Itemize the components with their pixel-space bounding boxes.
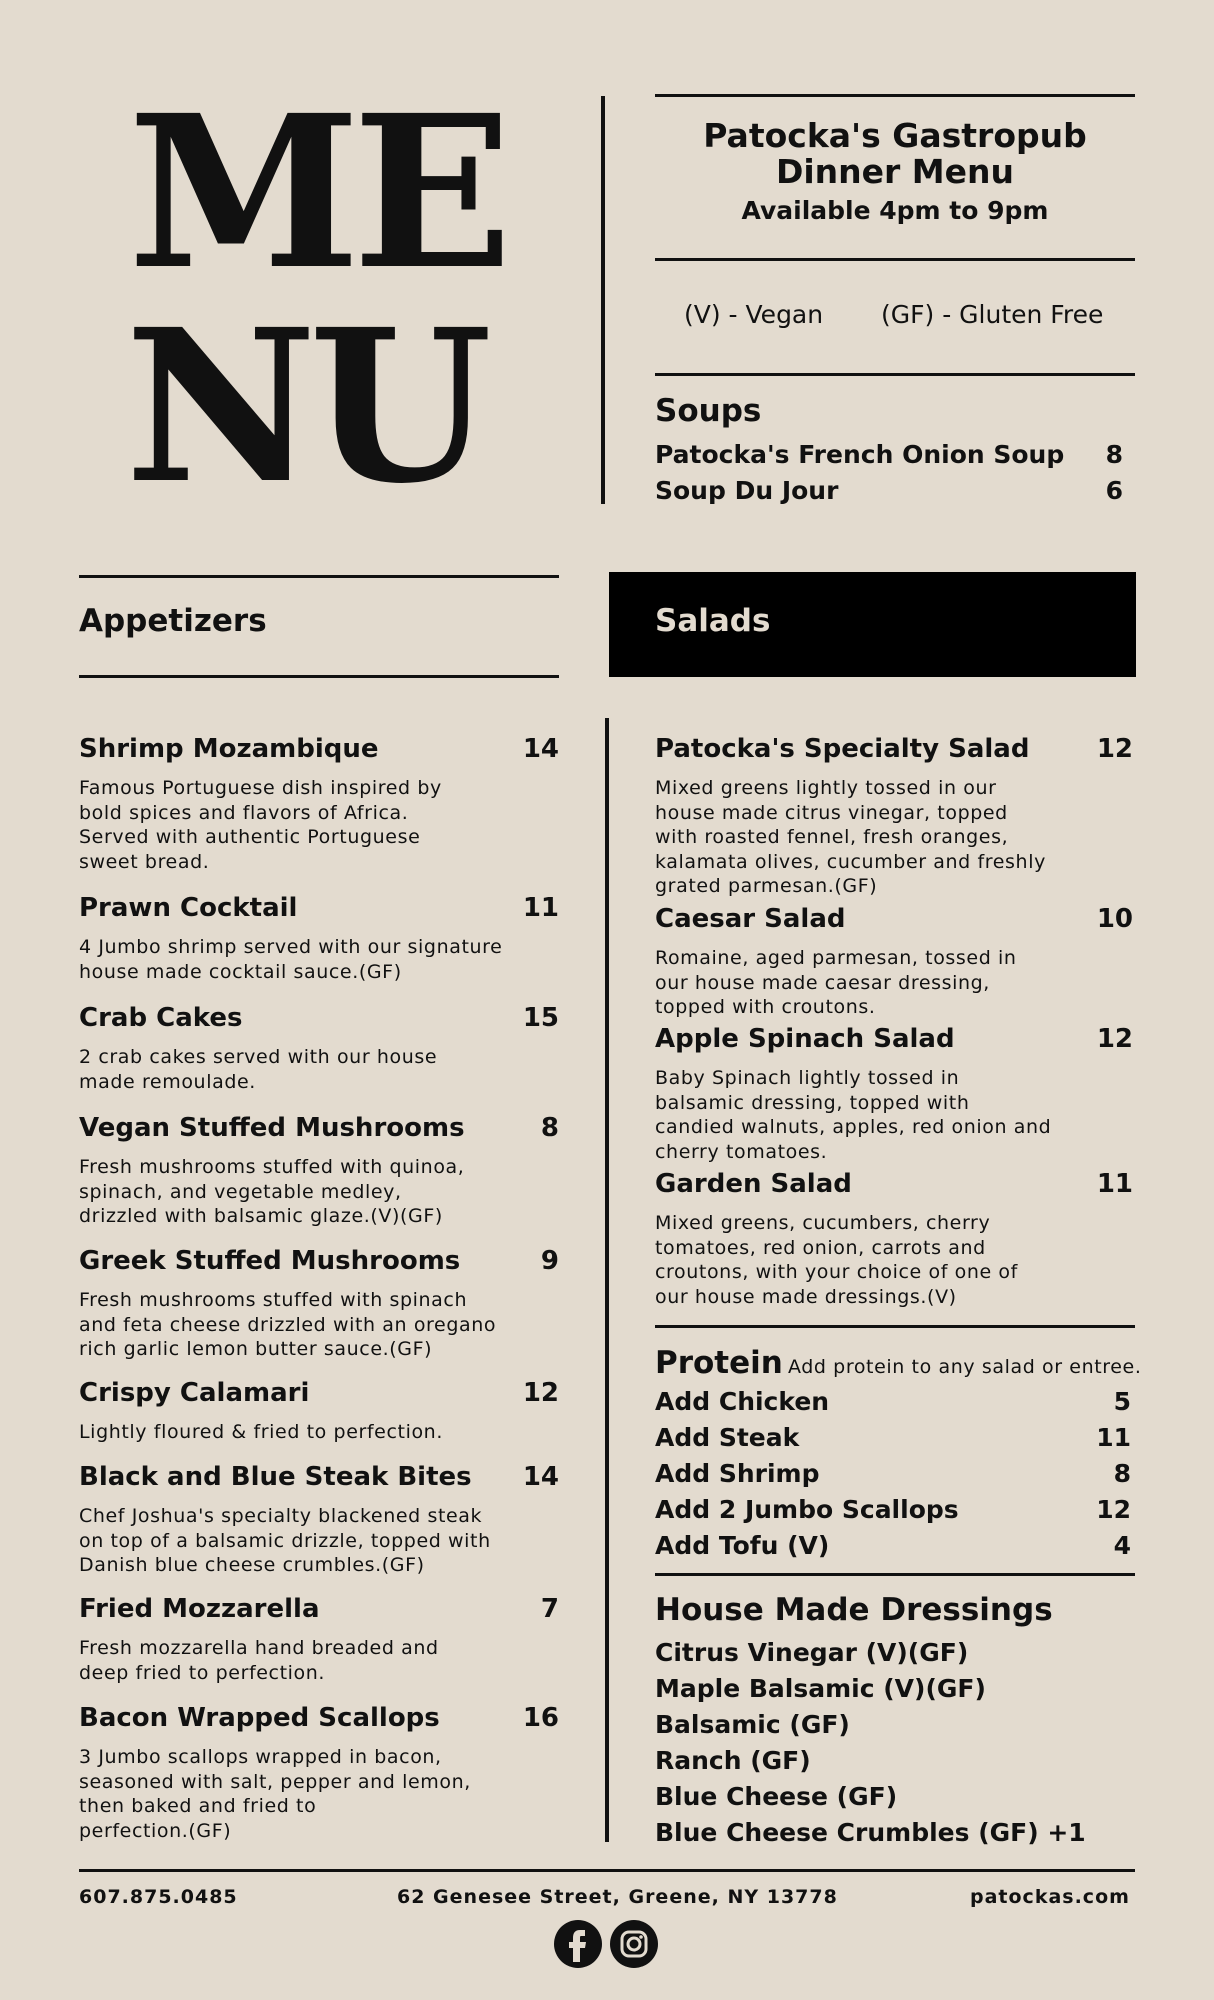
item-description-line: Lightly floured & fried to perfection. (79, 1421, 443, 1443)
protein-item (655, 1423, 1131, 1452)
item-name: Crab Cakes (79, 1003, 243, 1033)
menu-item-row (79, 1703, 559, 1733)
dressing-item: Blue Cheese (GF) (655, 1782, 898, 1811)
divider (79, 575, 559, 578)
divider (655, 373, 1135, 376)
item-price: 12 (1096, 734, 1133, 764)
item-price: 5 (1113, 1387, 1131, 1416)
dressings-title: House Made Dressings (655, 1592, 1053, 1628)
footer-address: 62 Genesee Street, Greene, NY 13778 (397, 1886, 838, 1908)
item-description (79, 1288, 496, 1362)
item-description-line: Fresh mozzarella hand breaded and (79, 1637, 439, 1659)
menu-item-row (79, 1378, 559, 1408)
item-name: Prawn Cocktail (79, 893, 298, 923)
item-price: 8 (1113, 1459, 1131, 1488)
item-description (655, 946, 1017, 1020)
menu-item-row (79, 1246, 559, 1276)
item-description-line: kalamata olives, cucumber and freshly (655, 850, 1046, 873)
item-description (79, 1636, 439, 1685)
item-name: Add Shrimp (655, 1459, 820, 1488)
item-description-line: and feta cheese drizzled with an oregano (79, 1313, 497, 1336)
facebook-icon[interactable] (554, 1920, 602, 1968)
item-description-line: Famous Portuguese dish inspired by (79, 777, 442, 799)
item-description-line: candied walnuts, apples, red onion and (655, 1116, 1052, 1138)
item-description (655, 1066, 1051, 1164)
item-description-line: tomatoes, red onion, carrots and (655, 1236, 986, 1259)
item-price: 7 (540, 1594, 559, 1624)
item-description-line: our house made dressings.(V) (655, 1285, 957, 1308)
menu-item-row (655, 1024, 1133, 1054)
item-price: 11 (1096, 1423, 1131, 1452)
item-description-line: cherry tomatoes. (655, 1140, 828, 1163)
item-description (79, 935, 502, 984)
protein-note: Add protein to any salad or entree. (787, 1356, 1142, 1378)
item-name: Shrimp Mozambique (79, 734, 379, 764)
item-description-line: Mixed greens lightly tossed in our (655, 777, 997, 799)
instagram-icon[interactable] (610, 1920, 658, 1968)
item-name: Greek Stuffed Mushrooms (79, 1246, 461, 1276)
item-price: 14 (522, 734, 559, 764)
divider (79, 675, 559, 678)
item-description-line: spinach, and vegetable medley, (79, 1180, 402, 1203)
item-price: 12 (522, 1378, 559, 1408)
item-description-line: house made cocktail sauce.(GF) (79, 960, 402, 983)
protein-title: Protein (655, 1345, 783, 1381)
divider (655, 94, 1135, 97)
legend-gluten-free: (GF) - Gluten Free (881, 300, 1104, 329)
menu-subtitle: Dinner Menu (775, 152, 1015, 191)
item-name: Garden Salad (655, 1169, 852, 1199)
item-description-line: Fresh mushrooms stuffed with quinoa, (79, 1156, 465, 1178)
item-description-line: Chef Joshua's specialty blackened steak (79, 1505, 483, 1527)
item-description-line: deep fried to perfection. (79, 1661, 326, 1684)
item-price: 6 (1105, 476, 1123, 505)
menu-item-row (655, 1169, 1133, 1199)
item-name: Add Tofu (V) (655, 1531, 830, 1560)
divider (655, 1325, 1135, 1328)
item-description-line: Fresh mushrooms stuffed with spinach (79, 1289, 468, 1311)
menu-item-row (655, 904, 1133, 934)
footer-phone: 607.875.0485 (79, 1886, 238, 1908)
item-price: 11 (1096, 1169, 1133, 1199)
soup-item (655, 476, 1123, 505)
item-description-line: croutons, with your choice of one of (655, 1261, 1018, 1283)
item-description-line: seasoned with salt, pepper and lemon, (79, 1770, 471, 1793)
dressing-item: Balsamic (GF) (655, 1710, 850, 1739)
item-description-line: topped with croutons. (655, 996, 876, 1018)
item-description-line: 2 crab cakes served with our house (79, 1046, 438, 1068)
divider-vertical-bottom (605, 718, 609, 1842)
item-name: Patocka's French Onion Soup (655, 440, 1065, 469)
item-description-line: drizzled with balsamic glaze.(V)(GF) (79, 1205, 443, 1227)
item-name: Patocka's Specialty Salad (655, 734, 1030, 764)
item-price: 8 (1105, 440, 1123, 469)
item-name: Apple Spinach Salad (655, 1024, 955, 1054)
availability-text: Available 4pm to 9pm (741, 196, 1049, 225)
menu-item-row (79, 1003, 559, 1033)
item-name: Bacon Wrapped Scallops (79, 1703, 440, 1733)
item-price: 11 (522, 893, 559, 923)
item-description-line: bold spices and flavors of Africa. (79, 801, 409, 824)
item-name: Add Steak (655, 1423, 800, 1452)
item-name: Soup Du Jour (655, 476, 839, 505)
menu-item-row (655, 734, 1133, 764)
salads-title: Salads (655, 603, 771, 639)
item-description-line: then baked and fried to (79, 1795, 317, 1817)
item-description (79, 1045, 437, 1094)
soup-item (655, 440, 1123, 469)
menu-item-row (79, 734, 559, 764)
item-description-line: balsamic dressing, topped with (655, 1091, 970, 1114)
protein-item (655, 1495, 1131, 1524)
menu-item-row (79, 893, 559, 923)
item-description-line: made remoulade. (79, 1070, 256, 1093)
footer-website[interactable]: patockas.com (970, 1886, 1130, 1908)
item-description-line: grated parmesan.(GF) (655, 875, 878, 897)
item-name: Fried Mozzarella (79, 1594, 320, 1624)
item-description-line: Served with authentic Portuguese (79, 826, 421, 848)
item-description-line: rich garlic lemon butter sauce.(GF) (79, 1338, 433, 1360)
protein-item (655, 1459, 1131, 1488)
soups-title: Soups (655, 393, 762, 429)
item-description (79, 776, 442, 874)
menu-title-line2: NU (125, 283, 485, 530)
divider (79, 1869, 1135, 1872)
item-description-line: perfection.(GF) (79, 1819, 232, 1842)
item-description-line: house made citrus vinegar, topped (655, 801, 1008, 824)
item-price: 9 (540, 1246, 559, 1276)
item-price: 8 (540, 1113, 559, 1143)
item-name: Crispy Calamari (79, 1378, 310, 1408)
item-description-line: Danish blue cheese crumbles.(GF) (79, 1554, 425, 1576)
dressing-item: Blue Cheese Crumbles (GF) +1 (655, 1818, 1086, 1847)
item-description (79, 1504, 491, 1578)
dressing-item: Ranch (GF) (655, 1746, 811, 1775)
dressing-item: Maple Balsamic (V)(GF) (655, 1674, 986, 1703)
item-price: 15 (522, 1003, 559, 1033)
item-description-line: Mixed greens, cucumbers, cherry (655, 1212, 991, 1234)
item-description-line: 3 Jumbo scallops wrapped in bacon, (79, 1746, 442, 1768)
protein-item (655, 1531, 1131, 1560)
item-description-line: our house made caesar dressing, (655, 971, 990, 994)
item-price: 10 (1096, 904, 1133, 934)
divider (655, 1573, 1135, 1576)
appetizers-title: Appetizers (79, 603, 267, 639)
legend-vegan: (V) - Vegan (684, 300, 824, 329)
item-name: Add Chicken (655, 1387, 830, 1416)
item-name: Add 2 Jumbo Scallops (655, 1495, 959, 1524)
item-name: Black and Blue Steak Bites (79, 1462, 472, 1492)
protein-header (655, 1345, 1141, 1381)
divider-vertical-top (601, 96, 605, 504)
item-price: 12 (1096, 1495, 1131, 1524)
divider (655, 258, 1135, 261)
item-price: 14 (522, 1462, 559, 1492)
restaurant-name: Patocka's Gastropub (703, 116, 1087, 155)
menu-item-row (79, 1113, 559, 1143)
item-description-line: sweet bread. (79, 850, 210, 873)
protein-item (655, 1387, 1131, 1416)
item-description (655, 1211, 1018, 1309)
dressing-item: Citrus Vinegar (V)(GF) (655, 1638, 969, 1667)
item-description-line: 4 Jumbo shrimp served with our signature (79, 936, 503, 958)
item-description-line: Baby Spinach lightly tossed in (655, 1067, 960, 1089)
item-description (79, 1155, 464, 1229)
item-description (79, 1420, 443, 1445)
item-name: Vegan Stuffed Mushrooms (79, 1113, 465, 1143)
item-description-line: with roasted fennel, fresh oranges, (655, 826, 1009, 848)
menu-item-row (79, 1462, 559, 1492)
menu-title-line1: ME (128, 69, 505, 316)
item-price: 12 (1096, 1024, 1133, 1054)
item-name: Caesar Salad (655, 904, 846, 934)
item-price: 16 (522, 1703, 559, 1733)
item-description-line: on top of a balsamic drizzle, topped with (79, 1529, 491, 1552)
item-price: 4 (1113, 1531, 1131, 1560)
item-description (655, 776, 1046, 899)
menu-item-row (79, 1594, 559, 1624)
item-description (79, 1745, 471, 1843)
item-description-line: Romaine, aged parmesan, tossed in (655, 947, 1017, 969)
